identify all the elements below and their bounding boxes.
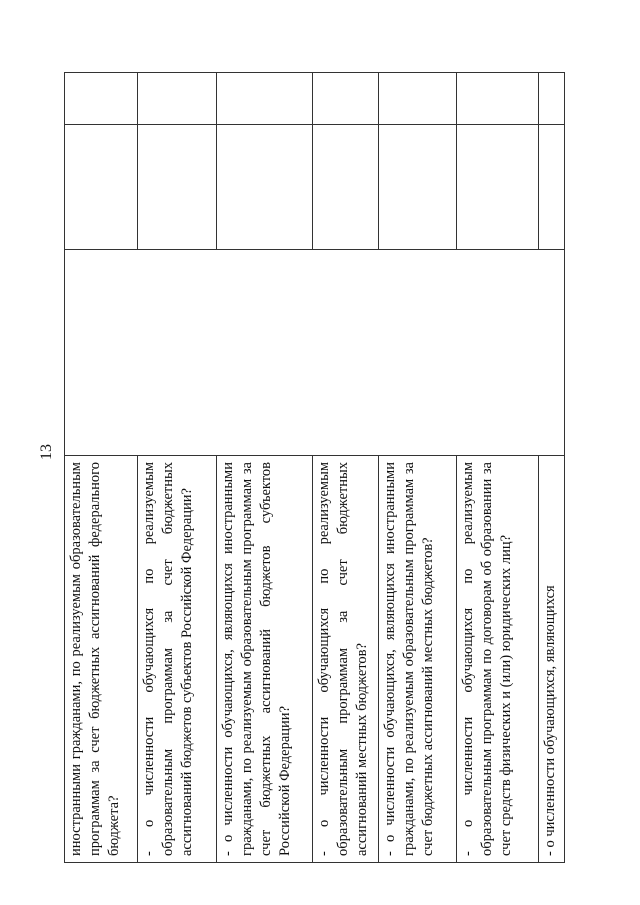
value-cell xyxy=(313,125,379,250)
value-cell xyxy=(313,73,379,125)
table-row xyxy=(313,73,379,863)
value-cell xyxy=(65,73,138,125)
criterion-text-cell xyxy=(138,456,217,863)
table-row xyxy=(539,73,565,863)
criterion-text: - о численности обучающихся, являющихся xyxy=(542,585,558,856)
value-cell xyxy=(217,73,313,125)
criterion-text-cell xyxy=(313,456,379,863)
criterion-text: - о численности обучающихся, являющихся иностранными гражданами, по реализуемым образовательным программам за счет бюджетных ассигнований бюджетов субъектов Российской Федерации? xyxy=(220,462,293,856)
value-cell xyxy=(379,73,457,125)
empty-merged-cell xyxy=(65,250,565,456)
criterion-text-cell xyxy=(457,456,539,863)
value-cell xyxy=(65,125,138,250)
value-cell xyxy=(457,125,539,250)
criterion-text: - о численности обучающихся, являющихся иностранными гражданами, по реализуемым образовательным программам за счет бюджетных ассигнований местных бюджетов? xyxy=(382,462,436,856)
value-cell xyxy=(379,125,457,250)
criterion-text: - о численности обучающихся по реализуемым образовательным программам за счет бюджетных ассигнований бюджетов субъектов Российской Федерации? xyxy=(141,462,195,856)
criterion-text-cell xyxy=(539,456,565,863)
page-number: 13 xyxy=(38,444,55,460)
table-row xyxy=(138,73,217,863)
table-row xyxy=(65,73,138,863)
table-row xyxy=(379,73,457,863)
table-row xyxy=(217,73,313,863)
value-cell xyxy=(138,125,217,250)
criteria-table xyxy=(64,72,565,863)
criterion-text-cell xyxy=(65,456,138,863)
criterion-text: - о численности обучающихся по реализуемым образовательным программам по договорам об образовании за счет средств физических и (или) юридических лиц? xyxy=(460,462,514,856)
criterion-text-cell xyxy=(217,456,313,863)
table-row xyxy=(457,73,539,863)
criterion-text: иностранными гражданами, по реализуемым образовательным программам за счет бюджетных ассигнований федерального бюджета? xyxy=(68,462,122,856)
value-cell xyxy=(539,125,565,250)
value-cell xyxy=(217,125,313,250)
criterion-text-cell xyxy=(379,456,457,863)
value-cell xyxy=(138,73,217,125)
value-cell xyxy=(457,73,539,125)
criterion-text: - о численности обучающихся по реализуемым образовательным программам за счет бюджетных ассигнований местных бюджетов? xyxy=(316,462,370,856)
value-cell xyxy=(539,73,565,125)
